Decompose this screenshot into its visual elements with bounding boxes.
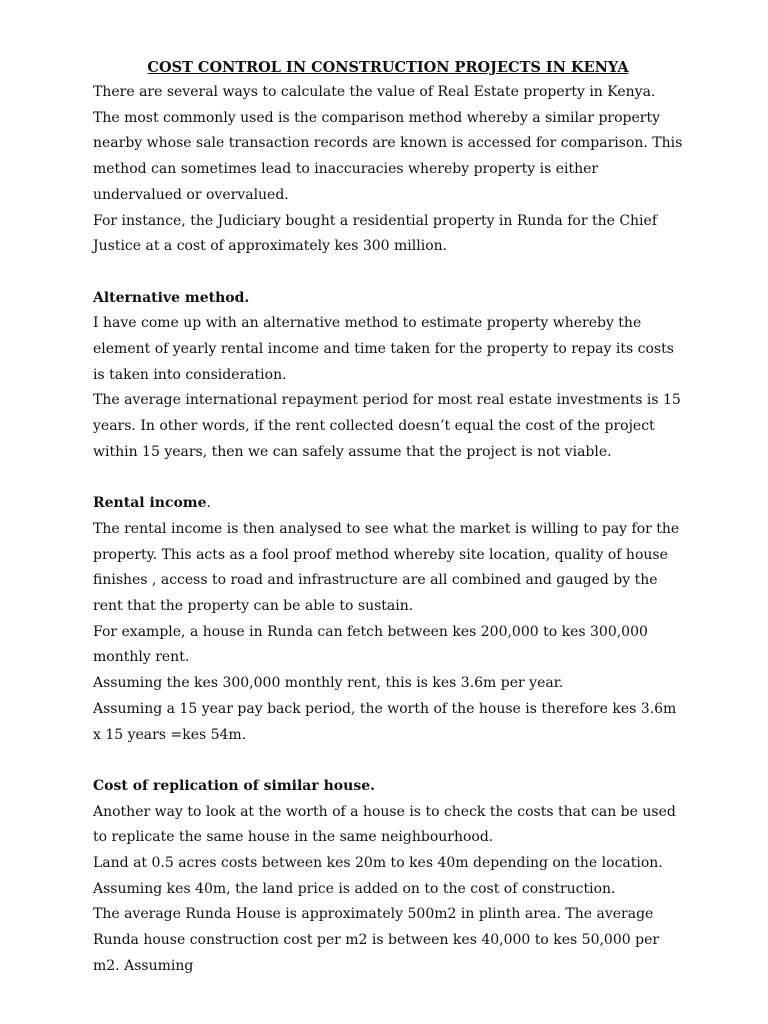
alternative-method-paragraph-2: The average international repayment period for most real estate investments is 15 years. In other words, if the rent collected doesn’t equal the cost of the project within 15 years, then we can safely assume that the project is not viable. bbox=[93, 392, 681, 460]
section-heading-text: Alternative method. bbox=[93, 289, 250, 306]
intro-paragraph-2: The most commonly used is the comparison method whereby a similar property nearby whose sale transaction records are known is accessed for comparison. This method can sometimes lead to inaccuracies whereby property is either undervalued or overvalued. bbox=[93, 109, 683, 203]
replication-paragraph-4: The average Runda House is approximately 500m2 in plinth area. The average Runda house construction cost per m2 is between kes 40,000 to kes 50,000 per m2. Assuming bbox=[93, 906, 660, 974]
section-heading-text: Rental income bbox=[93, 495, 207, 512]
rental-income-paragraph-3: Assuming the kes 300,000 monthly rent, this is kes 3.6m per year. bbox=[93, 675, 564, 692]
alternative-method-paragraph-1: I have come up with an alternative method to estimate property whereby the element of yearly rental income and time taken for the property to repay its costs is taken into consideration. bbox=[93, 315, 674, 383]
intro-paragraph-3: For instance, the Judiciary bought a residential property in Runda for the Chief Justice at a cost of approximately kes 300 million. bbox=[93, 212, 658, 255]
section-heading-cost-of-replication bbox=[93, 774, 683, 800]
document-body bbox=[93, 55, 683, 980]
replication-paragraph-1: Another way to look at the worth of a house is to check the costs that can be used to replicate the same house in the same neighbourhood. bbox=[93, 803, 676, 846]
section-spacer bbox=[93, 466, 683, 492]
page-title: COST CONTROL IN CONSTRUCTION PROJECTS IN KENYA bbox=[147, 59, 629, 76]
section-heading-alternative-method bbox=[93, 286, 683, 312]
replication-paragraph-2: Land at 0.5 acres costs between kes 20m to kes 40m depending on the location. bbox=[93, 855, 663, 872]
rental-income-paragraph-1: The rental income is then analysed to see what the market is willing to pay for the property. This acts as a fool proof method whereby site location, quality of house finishes , access to road and infrastructure are all combined and gauged by the rent that the property can be able to sustain. bbox=[93, 520, 680, 615]
intro-paragraph-1: There are several ways to calculate the value of Real Estate property in Kenya. bbox=[93, 84, 656, 100]
section-heading-text: Cost of replication of similar house. bbox=[93, 777, 375, 794]
section-heading-suffix: . bbox=[206, 495, 211, 512]
section-spacer bbox=[93, 748, 683, 774]
section-heading-rental-income bbox=[93, 491, 683, 517]
rental-income-paragraph-2: For example, a house in Runda can fetch between kes 200,000 to kes 300,000 monthly rent. bbox=[93, 623, 648, 666]
section-spacer bbox=[93, 260, 683, 286]
replication-paragraph-3: Assuming kes 40m, the land price is added on to the cost of construction. bbox=[93, 880, 616, 897]
rental-income-paragraph-4: Assuming a 15 year pay back period, the worth of the house is therefore kes 3.6m x 15 years =kes 54m. bbox=[93, 700, 677, 743]
